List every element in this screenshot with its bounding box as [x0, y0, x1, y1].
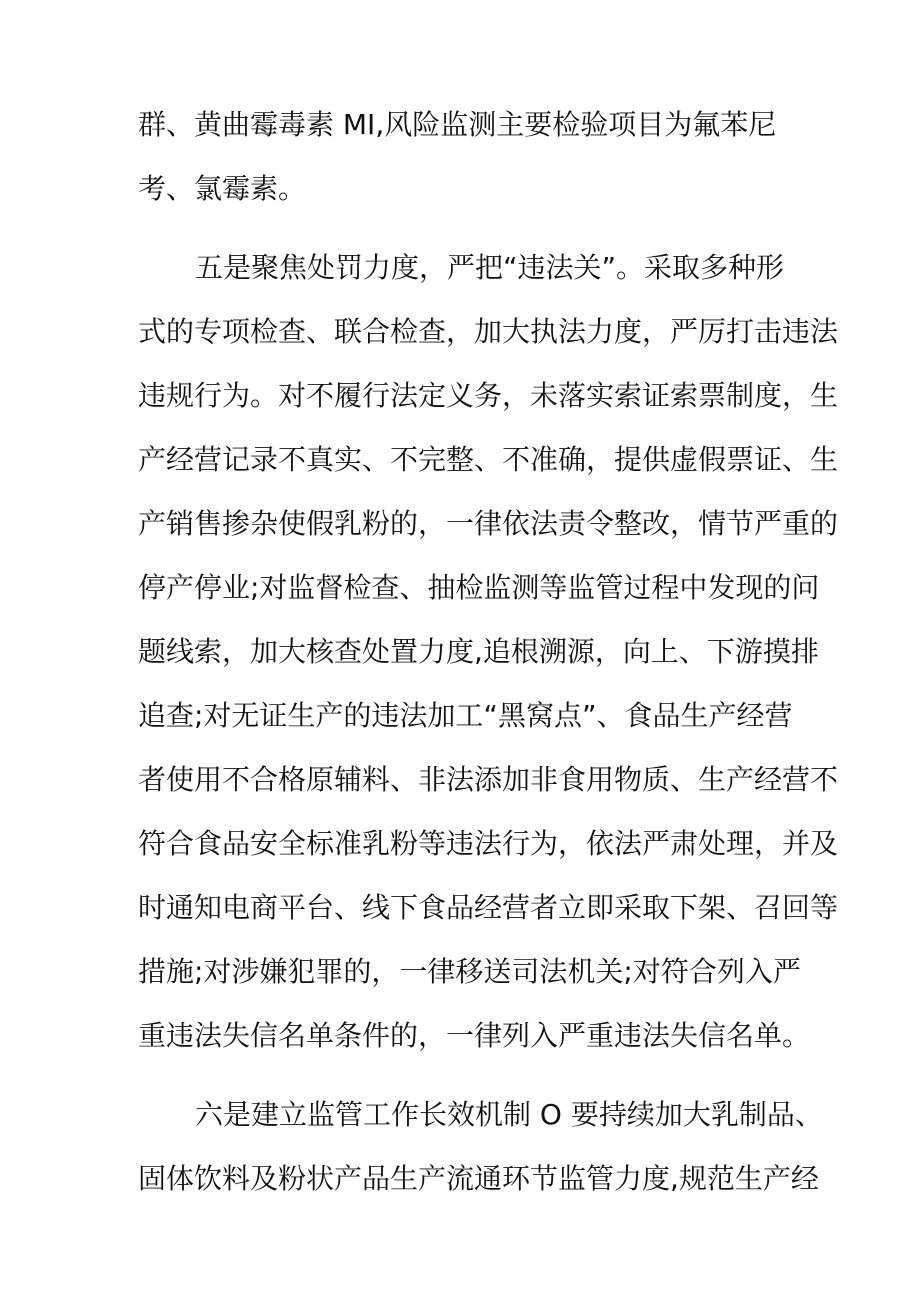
paragraph-start-line: 五是聚焦处罚力度，严把“违法关”。采取多种形 — [195, 251, 785, 284]
text-line: 产经营记录不真实、不完整、不准确，提供虚假票证、生 — [138, 443, 839, 476]
text-line: 符合食品安全标准乳粉等违法行为，依法严肃处理，并及 — [138, 827, 839, 860]
text-line: 固体饮料及粉状产品生产流通环节监管力度,规范生产经 — [138, 1162, 819, 1195]
text-line: 追查;对无证生产的违法加工“黑窝点”、食品生产经营 — [138, 699, 793, 732]
text-line: 者使用不合格原辅料、非法添加非食用物质、生产经营不 — [138, 763, 839, 796]
text-line: 停产停业;对监督检查、抽检监测等监管过程中发现的问 — [138, 571, 820, 604]
text-line: 产销售掺杂使假乳粉的，一律依法责令整改，情节严重的 — [138, 507, 839, 540]
text-line: 重违法失信名单条件的，一律列入严重违法失信名单。 — [138, 1019, 811, 1052]
text-line: 违规行为。对不履行法定义务，未落实索证索票制度，生 — [138, 379, 839, 412]
text-line: 题线索，加大核查处置力度,追根溯源，向上、下游摸排 — [138, 635, 819, 668]
paragraph-start-line: 六是建立监管工作长效机制 O 要持续加大乳制品、 — [195, 1098, 823, 1131]
text-line: 措施;对涉嫌犯罪的，一律移送司法机关;对符合列入严 — [138, 955, 801, 988]
text-line: 时通知电商平台、线下食品经营者立即采取下架、召回等 — [138, 891, 839, 924]
text-line: 群、黄曲霉毒素 MI,风险监测主要检验项目为氟苯尼 — [138, 108, 777, 141]
text-line: 式的专项检查、联合检查，加大执法力度，严厉打击违法 — [138, 315, 839, 348]
text-line: 考、氯霉素。 — [138, 172, 307, 205]
